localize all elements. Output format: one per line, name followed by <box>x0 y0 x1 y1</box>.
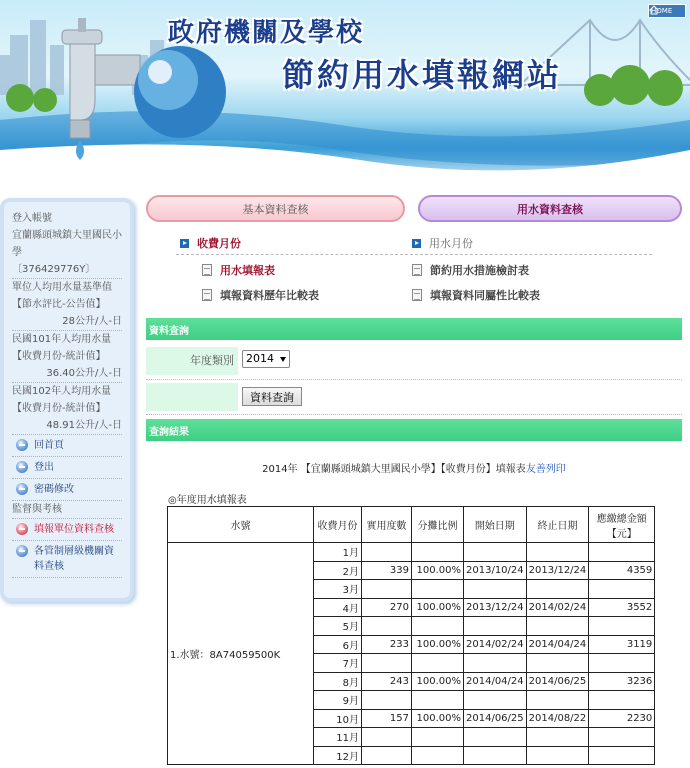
cell-ratio <box>412 543 464 562</box>
cell-usage <box>362 654 412 673</box>
cell-usage: 157 <box>362 709 412 728</box>
menu-billing-month-label: 收費月份 <box>197 237 241 250</box>
cell-ratio <box>412 654 464 673</box>
cell-amount <box>589 654 655 673</box>
cell-start <box>464 654 527 673</box>
cell-amount <box>589 543 655 562</box>
account-name <box>12 227 122 261</box>
sidebar-link-label: 各管制層級機關資料查核 <box>34 546 114 572</box>
cell-usage <box>362 746 412 765</box>
sidebar-link-label: 登出 <box>34 462 54 473</box>
cell-start <box>464 728 527 747</box>
cell-ratio: 100.00% <box>412 635 464 654</box>
document-icon <box>412 264 422 276</box>
divider <box>146 379 682 380</box>
cell-end: 2014/06/25 <box>526 672 589 691</box>
cell-ratio: 100.00% <box>412 709 464 728</box>
home-link-label: HOME <box>651 7 673 15</box>
minus-circle-icon <box>16 439 28 451</box>
cell-amount: 3119 <box>589 635 655 654</box>
cell-month: 10月 <box>314 709 362 728</box>
cell-start <box>464 580 527 599</box>
column-header: 終止日期 <box>526 507 589 543</box>
cell-usage: 339 <box>362 561 412 580</box>
cell-start <box>464 746 527 765</box>
cell-start <box>464 617 527 636</box>
cell-ratio: 100.00% <box>412 598 464 617</box>
cell-month: 4月 <box>314 598 362 617</box>
account-id: 〔376429776Y〕 <box>12 261 122 279</box>
y101-sub: 【收費月份-統計值】 <box>12 351 106 362</box>
document-icon <box>412 289 422 301</box>
cell-ratio <box>412 728 464 747</box>
supervise-label: 監督與考核 <box>12 501 122 519</box>
table-header-row <box>168 507 655 543</box>
cell-amount <box>589 728 655 747</box>
cell-month: 2月 <box>314 561 362 580</box>
cell-month: 11月 <box>314 728 362 747</box>
menu-item-label: 填報資料歷年比較表 <box>220 289 319 302</box>
cell-usage: 233 <box>362 635 412 654</box>
baseline-value: 28公升/人-日 <box>12 313 122 331</box>
caret-down-icon <box>280 357 286 362</box>
divider <box>146 414 682 415</box>
tab-basic-data-check[interactable]: 基本資料查核 <box>146 195 405 222</box>
menu-usage-month-label: 用水月份 <box>429 237 473 250</box>
column-header: 收費月份 <box>314 507 362 543</box>
cell-usage: 270 <box>362 598 412 617</box>
cell-month: 12月 <box>314 746 362 765</box>
cell-month: 6月 <box>314 635 362 654</box>
cell-end <box>526 654 589 673</box>
year-select[interactable] <box>242 350 290 368</box>
site-title-line1: 政府機關及學校 <box>168 18 365 48</box>
cell-amount: 2230 <box>589 709 655 728</box>
table-row <box>168 543 655 562</box>
home-link[interactable] <box>648 4 686 18</box>
form-label-blank <box>146 383 238 411</box>
minus-circle-icon <box>16 483 28 495</box>
cell-month: 8月 <box>314 672 362 691</box>
cell-usage <box>362 580 412 599</box>
cell-ratio: 100.00% <box>412 561 464 580</box>
cell-amount <box>589 691 655 710</box>
cell-start: 2013/10/24 <box>464 561 527 580</box>
cell-amount: 3552 <box>589 598 655 617</box>
cell-ratio <box>412 746 464 765</box>
cell-start: 2013/12/24 <box>464 598 527 617</box>
sidebar-link-password[interactable] <box>12 479 122 501</box>
y102-sub: 【收費月份-統計值】 <box>12 403 106 414</box>
tab-water-data-check[interactable]: 用水資料查核 <box>418 195 682 222</box>
column-header: 實用度數 <box>362 507 412 543</box>
result-title-text: 2014年 【宜蘭縣頭城鎮大里國民小學】【收費月份】填報表 <box>262 464 526 475</box>
baseline-sub: 【節水評比-公告值】 <box>12 299 106 310</box>
document-icon <box>202 264 212 276</box>
cell-amount: 4359 <box>589 561 655 580</box>
table-caption: ◎年度用水填報表 <box>168 495 247 506</box>
cell-ratio: 100.00% <box>412 672 464 691</box>
cell-month: 1月 <box>314 543 362 562</box>
cell-ratio <box>412 691 464 710</box>
meter-number-cell: 1.水號：8A74059500K <box>168 543 314 765</box>
cell-usage <box>362 691 412 710</box>
cell-month: 7月 <box>314 654 362 673</box>
home-icon <box>649 5 659 15</box>
query-section-header: 資料查詢 <box>146 318 682 340</box>
menu-yearly-compare[interactable] <box>202 285 319 305</box>
cell-ratio <box>412 580 464 599</box>
cell-start: 2014/06/25 <box>464 709 527 728</box>
y101-label: 民國101年人均用水量 <box>12 334 112 345</box>
arrow-right-icon <box>180 239 189 248</box>
sidebar-link-unit-check[interactable] <box>12 519 122 541</box>
minus-circle-icon <box>16 545 28 557</box>
sidebar-link-label: 填報單位資料查核 <box>34 524 114 535</box>
menu-saving-measures[interactable] <box>412 260 529 280</box>
cell-amount <box>589 746 655 765</box>
result-title <box>146 460 682 475</box>
column-header: 分攤比例 <box>412 507 464 543</box>
y102-value: 48.91公升/人-日 <box>12 417 122 435</box>
cell-end <box>526 543 589 562</box>
cell-month: 9月 <box>314 691 362 710</box>
column-header: 水號 <box>168 507 314 543</box>
menu-item-label: 節約用水措施檢討表 <box>430 264 529 277</box>
cell-amount: 3236 <box>589 672 655 691</box>
header-banner <box>0 0 690 190</box>
menu-item-label: 用水填報表 <box>220 264 275 277</box>
cell-end: 2014/08/22 <box>526 709 589 728</box>
cell-end <box>526 580 589 599</box>
year-select-value: 2014 <box>246 352 274 365</box>
result-section-header: 查詢結果 <box>146 419 682 441</box>
cell-end <box>526 617 589 636</box>
sidebar-link-label: 密碼修改 <box>34 484 74 495</box>
cell-month: 5月 <box>314 617 362 636</box>
cell-amount <box>589 617 655 636</box>
print-friendly-link[interactable]: 友善列印 <box>525 464 566 475</box>
cell-end <box>526 728 589 747</box>
sidebar-link-agency-check[interactable] <box>12 541 122 578</box>
account-name-text: 宜蘭縣頭城鎮大里國民小學 <box>12 230 122 258</box>
divider <box>176 254 652 255</box>
document-icon <box>202 289 212 301</box>
minus-circle-icon <box>16 461 28 473</box>
minus-circle-icon <box>16 523 28 535</box>
cell-end: 2014/04/24 <box>526 635 589 654</box>
cell-start: 2014/02/24 <box>464 635 527 654</box>
cell-end: 2013/12/24 <box>526 561 589 580</box>
baseline-label: 單位人均用水量基準值 <box>12 282 112 293</box>
y101-value: 36.40公升/人-日 <box>12 365 122 383</box>
sidebar <box>0 198 134 602</box>
cell-start <box>464 691 527 710</box>
water-report-table <box>167 506 655 765</box>
cell-usage: 243 <box>362 672 412 691</box>
cell-usage <box>362 543 412 562</box>
year-label: 年度類別 <box>146 347 238 375</box>
menu-peer-compare[interactable] <box>412 285 540 305</box>
menu-usage-month[interactable] <box>412 232 473 254</box>
cell-ratio <box>412 617 464 636</box>
column-header: 應繳總金額 【元】 <box>589 507 655 543</box>
cell-amount <box>589 580 655 599</box>
cell-start <box>464 543 527 562</box>
menu-billing-month[interactable] <box>180 232 241 254</box>
cell-month: 3月 <box>314 580 362 599</box>
sidebar-link-logout[interactable] <box>12 457 122 479</box>
menu-item-label: 填報資料同屬性比較表 <box>430 289 540 302</box>
menu-water-report[interactable] <box>202 260 275 280</box>
cell-end <box>526 691 589 710</box>
cell-end: 2014/02/24 <box>526 598 589 617</box>
y102-label: 民國102年人均用水量 <box>12 386 112 397</box>
column-header: 開始日期 <box>464 507 527 543</box>
cell-start: 2014/04/24 <box>464 672 527 691</box>
cell-usage <box>362 617 412 636</box>
sidebar-link-home[interactable] <box>12 435 122 457</box>
query-button[interactable]: 資料查詢 <box>242 387 302 406</box>
sidebar-link-label: 回首頁 <box>34 440 64 451</box>
account-label: 登入帳號 <box>12 213 52 224</box>
arrow-right-icon <box>412 239 421 248</box>
cell-usage <box>362 728 412 747</box>
cell-end <box>526 746 589 765</box>
site-title-line2: 節約用水填報網站 <box>282 56 563 94</box>
